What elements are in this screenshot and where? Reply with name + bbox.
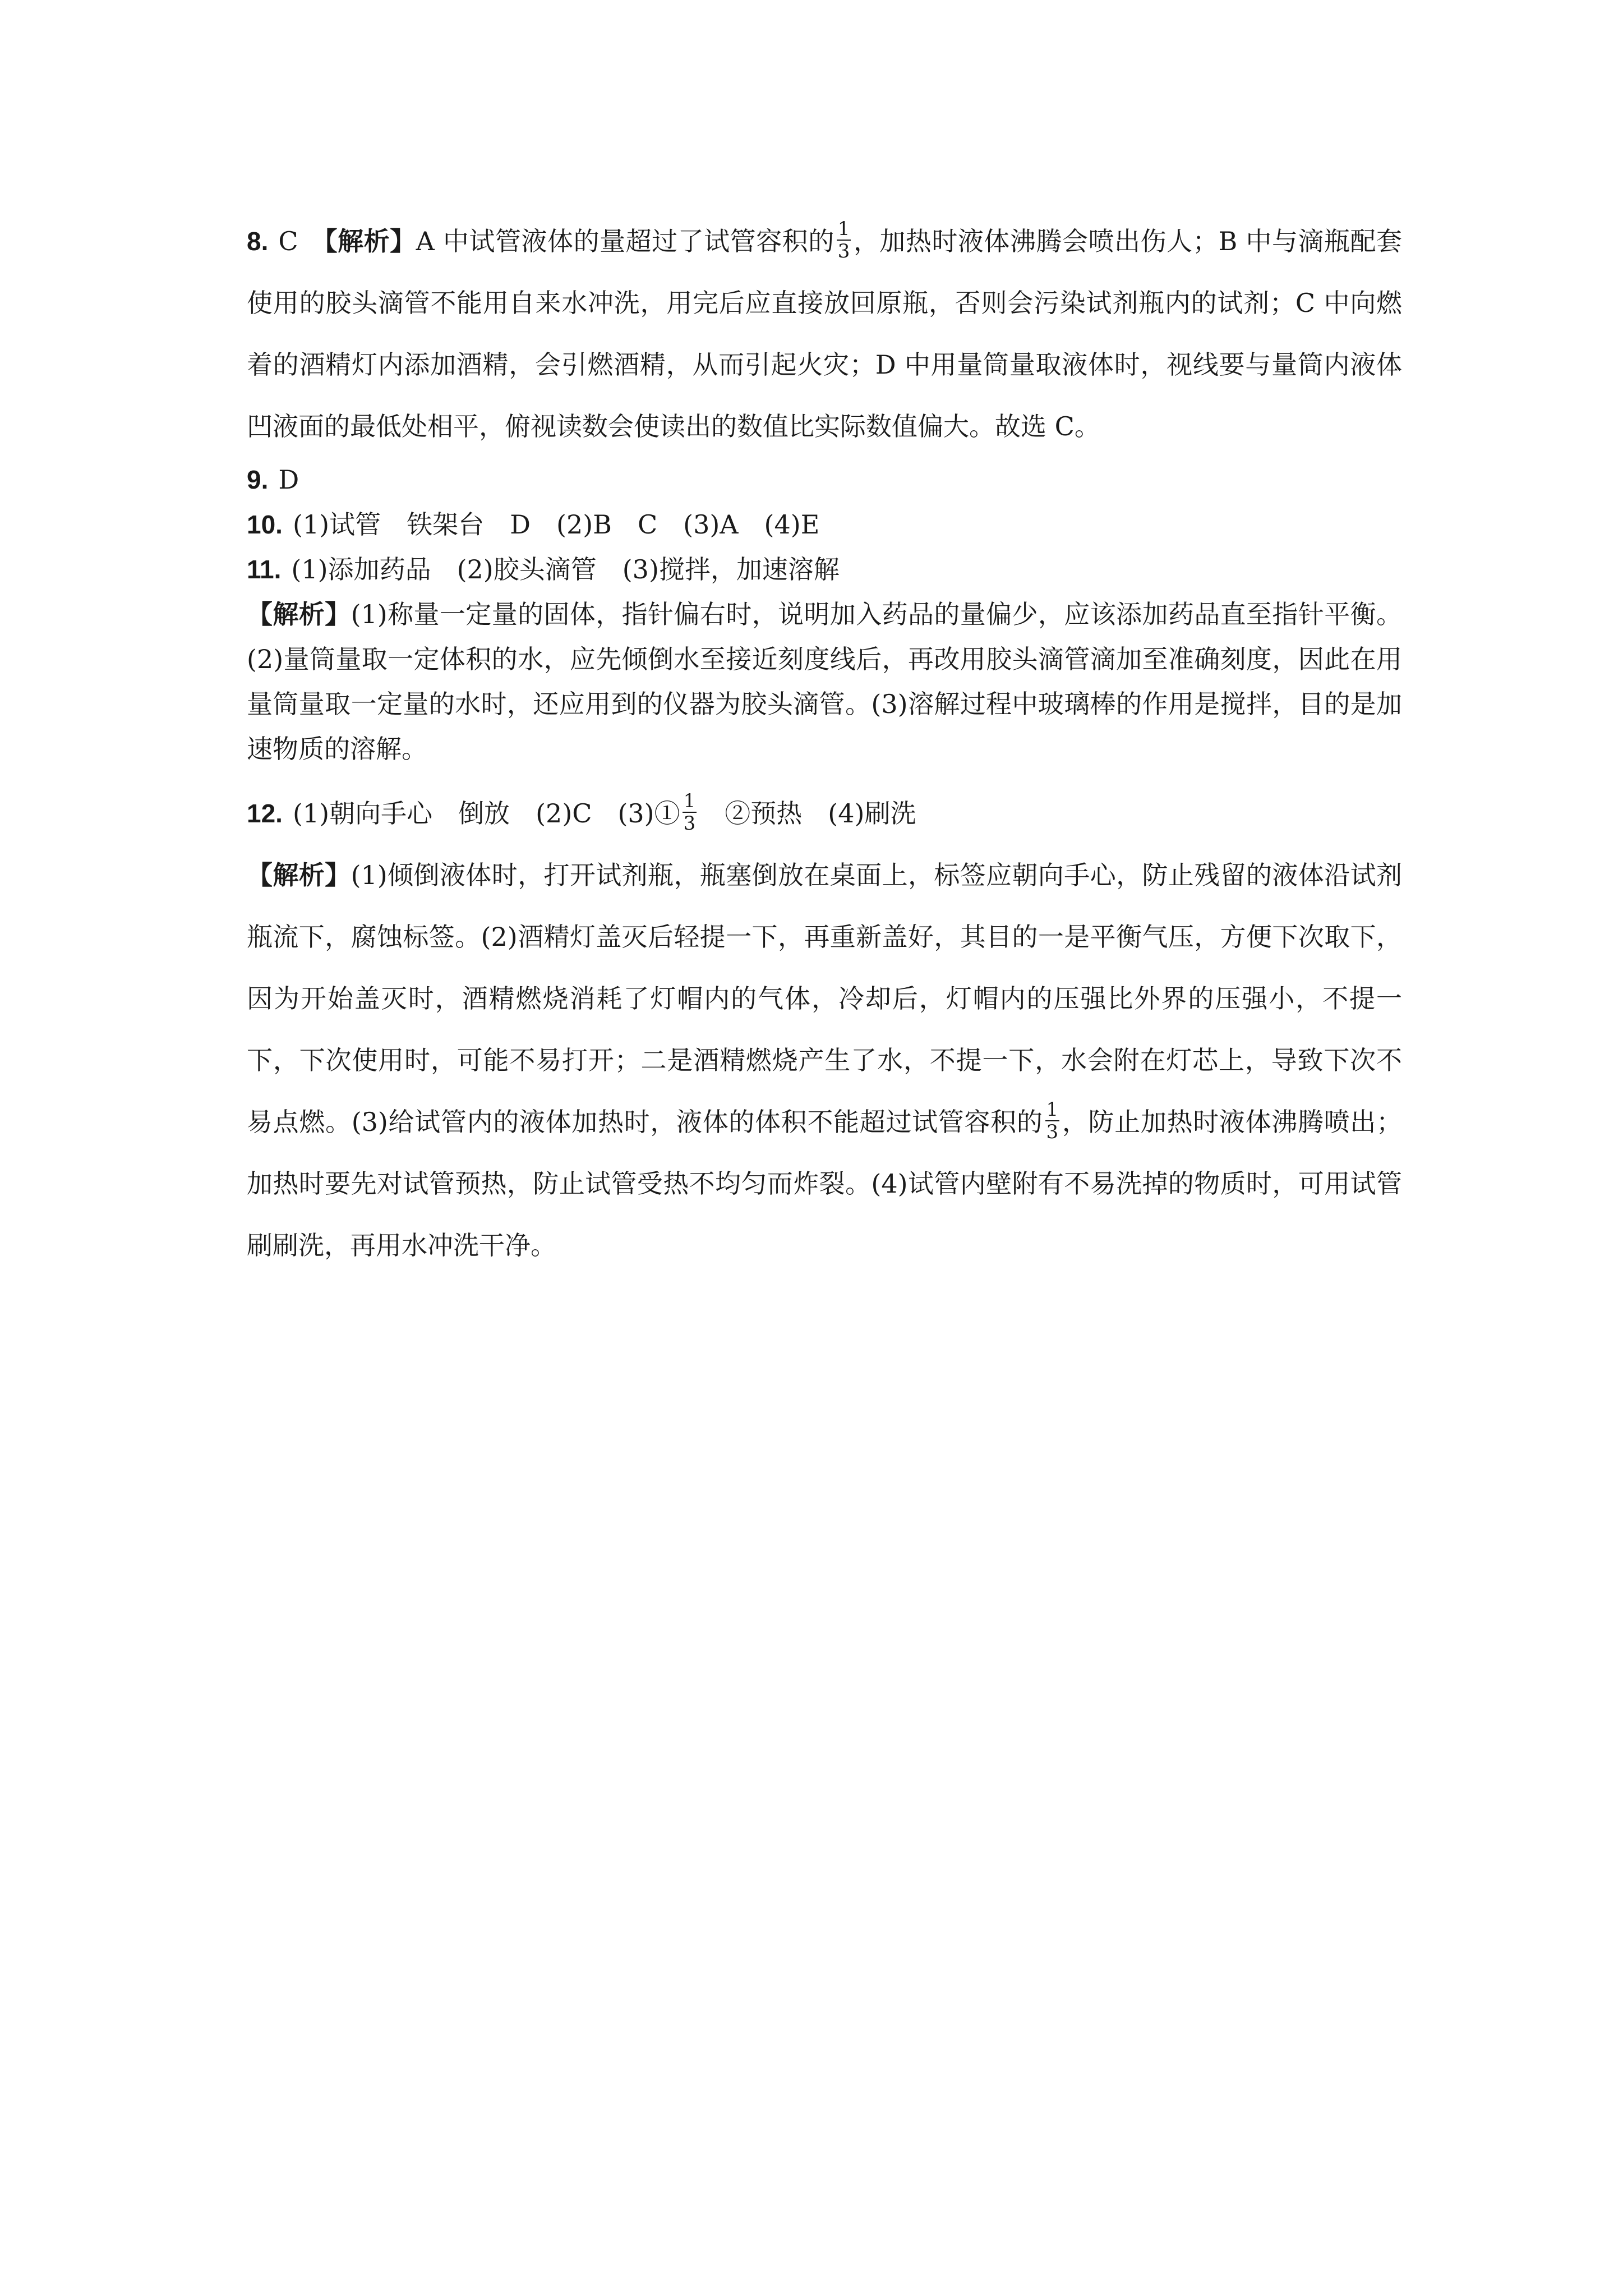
analysis-label: 【解析】 (247, 599, 351, 629)
analysis-text: ，加热时液体沸腾会喷出伤人；B 中与滴瓶配套使用的胶头滴管不能用自来水冲洗，用完后应直接放回原瓶，否则会污染试剂瓶内的试剂；C 中向燃着的酒精灯内添加酒精，会引燃酒精，从而引起火灾；D 中用量筒量取液体时，视线要与量筒内液体凹液面的最低处相平，俯视读数会使读出的数值比实际数值偏大。故选 C。 (247, 226, 1403, 441)
analysis-label: 【解析】 (324, 226, 416, 256)
answer-11 (247, 547, 1402, 592)
answer-text: ②预热 (4)刷洗 (699, 798, 916, 829)
answer-text: (1)朝向手心 倒放 (2)C (3)① (292, 798, 680, 829)
answer-choice: D (278, 464, 299, 495)
answer-text: (1)试管 铁架台 D (2)B C (3)A (4)E (292, 509, 820, 540)
question-number: 9. (247, 465, 269, 494)
analysis-text: (1)称量一定量的固体，指针偏右时，说明加入药品的量偏少，应该添加药品直至指针平衡。(2)量筒量取一定体积的水，应先倾倒水至接近刻度线后，再改用胶头滴管滴加至准确刻度，因此在用量筒量取一定量的水时，还应用到的仪器为胶头滴管。(3)溶解过程中玻璃棒的作用是搅拌，目的是加速物质的溶解。 (247, 599, 1402, 764)
fraction-one-third: $\frac{1}{3}$ (837, 218, 850, 263)
fraction-one-third: $\frac{1}{3}$ (1046, 1098, 1059, 1143)
question-number: 10. (247, 510, 283, 539)
analysis-12 (247, 844, 1402, 1276)
answer-choice: C (278, 226, 298, 256)
question-number: 8. (247, 227, 269, 256)
analysis-text: A 中试管液体的量超过了试管容积的 (416, 226, 834, 256)
answer-8 (247, 210, 1402, 457)
analysis-11 (247, 592, 1402, 771)
answer-10 (247, 502, 1402, 547)
question-number: 12. (247, 799, 283, 828)
analysis-label: 【解析】 (247, 860, 351, 890)
answer-document (247, 210, 1402, 1276)
analysis-text: (1)倾倒液体时，打开试剂瓶，瓶塞倒放在桌面上，标签应朝向手心，防止残留的液体沿试剂瓶流下，腐蚀标签。(2)酒精灯盖灭后轻提一下，再重新盖好，其目的一是平衡气压，方便下次取下，因为开始盖灭时，酒精燃烧消耗了灯帽内的气体，冷却后，灯帽内的压强比外界的压强小，不提一下，下次使用时，可能不易打开；二是酒精燃烧产生了水，不提一下，水会附在灯芯上，导致下次不易点燃。(3)给试管内的液体加热时，液体的体积不能超过试管容积的 (247, 860, 1402, 1137)
analysis-text: ，防止加热时液体沸腾喷出；加热时要先对试管预热，防止试管受热不均匀而炸裂。(4)试管内壁附有不易洗掉的物质时，可用试管刷刷洗，再用水冲洗干净。 (247, 1107, 1402, 1260)
question-number: 11. (247, 555, 282, 584)
fraction-one-third: $\frac{1}{3}$ (683, 790, 696, 835)
answer-text: (1)添加药品 (2)胶头滴管 (3)搅拌，加速溶解 (291, 554, 840, 585)
answer-9 (247, 457, 1402, 502)
answer-12 (247, 783, 1402, 844)
